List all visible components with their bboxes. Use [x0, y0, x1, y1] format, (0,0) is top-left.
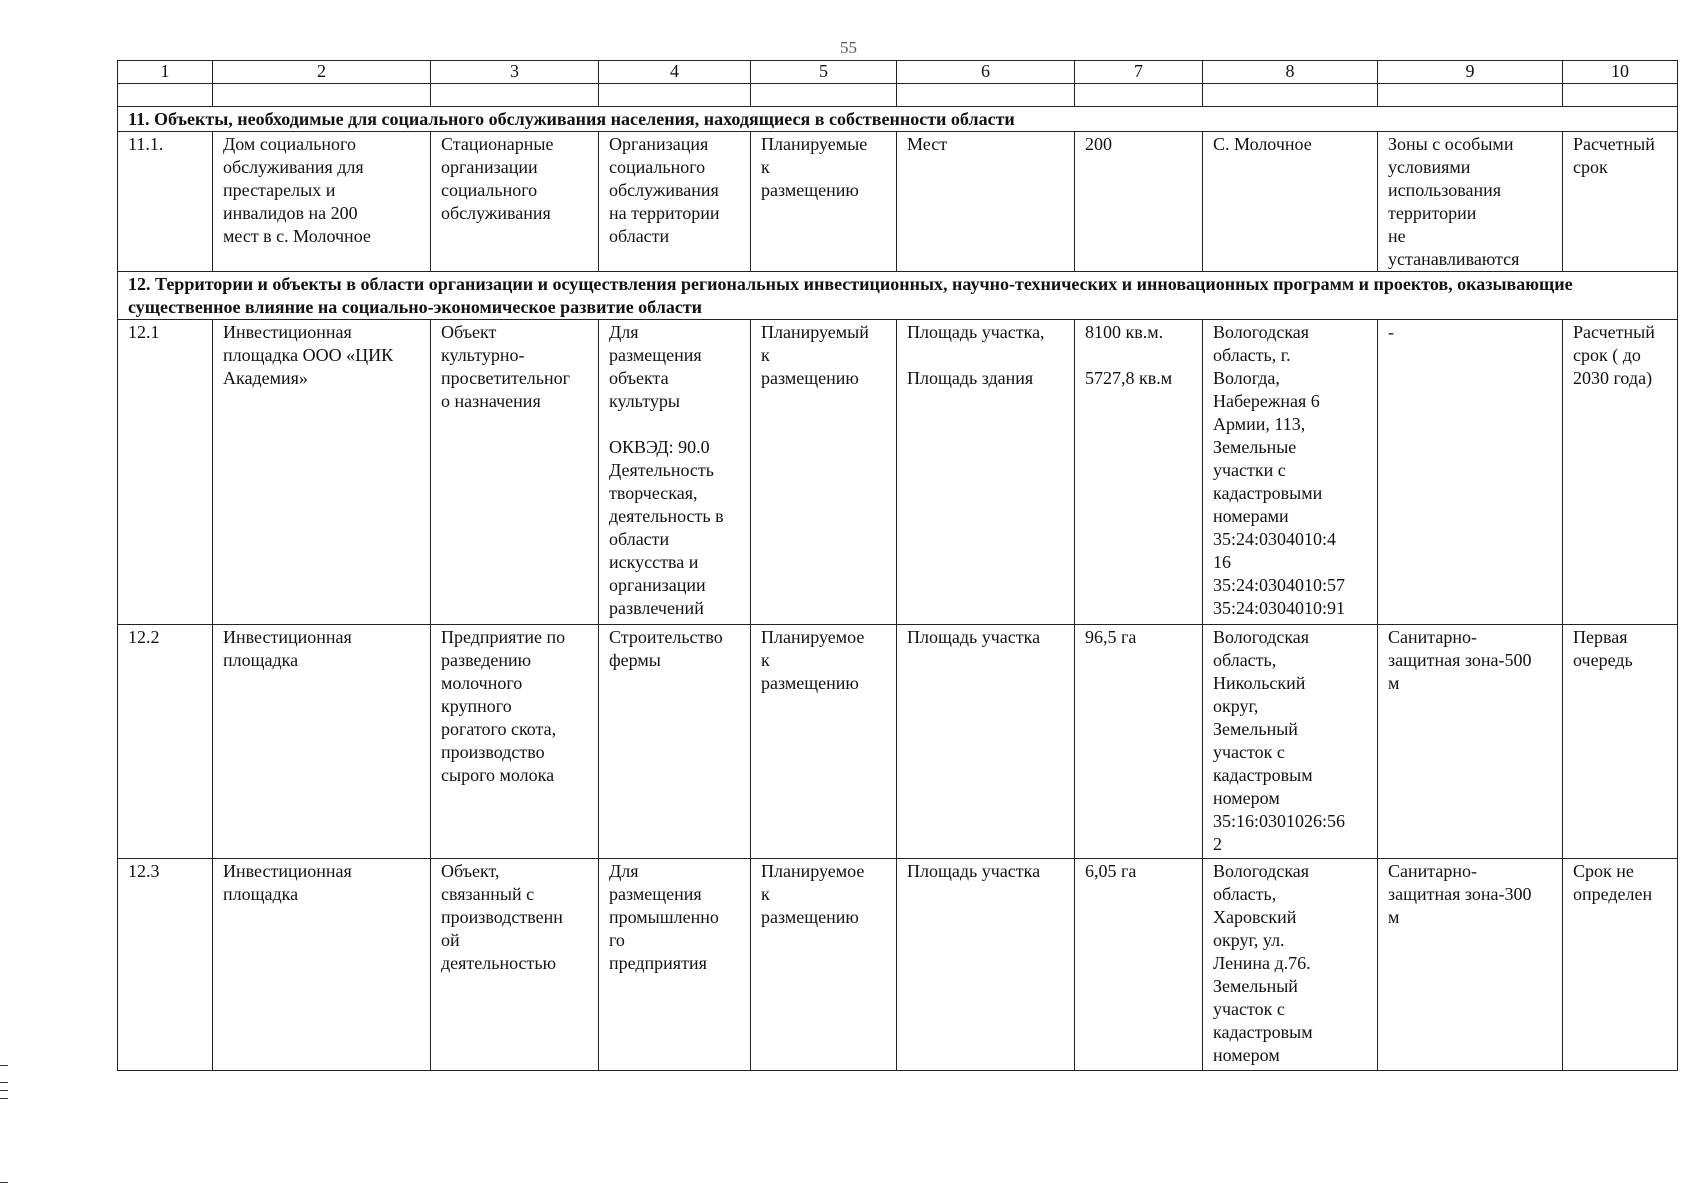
characteristic-value: 96,5 га [1075, 625, 1203, 859]
row-number: 12.3 [118, 859, 213, 1071]
object-purpose: Организация социального обслуживания на территории области [599, 132, 751, 272]
row-number: 11.1. [118, 132, 213, 272]
location: С. Молочное [1203, 132, 1378, 272]
column-number: 9 [1378, 61, 1563, 84]
table-row [118, 320, 1678, 625]
object-name: Дом социального обслуживания для престарелых и инвалидов на 200 мест в с. Молочное [213, 132, 431, 272]
characteristic-name: Площадь участка, Площадь здания [897, 320, 1075, 625]
column-number: 6 [897, 61, 1075, 84]
column-number: 8 [1203, 61, 1378, 84]
empty-cell [1563, 84, 1678, 107]
object-status: Планируемое к размещению [751, 859, 897, 1071]
object-purpose: Строительство фермы [599, 625, 751, 859]
page-number: 55 [840, 38, 857, 57]
empty-cell [599, 84, 751, 107]
location: Вологодская область, г. Вологда, Набережная 6 Армии, 113, Земельные участки с кадастровыми номерами 35:24:0304010:4 16 35:24:0304010:57 35:24:0304010:91 [1203, 320, 1378, 625]
column-number: 1 [118, 61, 213, 84]
object-name: Инвестиционная площадка [213, 625, 431, 859]
empty-cell [897, 84, 1075, 107]
table-row [118, 132, 1678, 272]
special-zones: Зоны с особыми условиями использования территории не устанавливаются [1378, 132, 1563, 272]
characteristic-name: Площадь участка [897, 625, 1075, 859]
margin-tick [0, 1082, 8, 1083]
characteristic-name: Мест [897, 132, 1075, 272]
column-number: 5 [751, 61, 897, 84]
column-number: 4 [599, 61, 751, 84]
empty-cell [751, 84, 897, 107]
characteristic-name: Площадь участка [897, 859, 1075, 1071]
row-number: 12.1 [118, 320, 213, 625]
planning-table [117, 60, 1678, 1071]
section-heading-row [118, 107, 1678, 132]
margin-tick [0, 1065, 8, 1066]
table-row [118, 625, 1678, 859]
object-name: Инвестиционная площадка [213, 859, 431, 1071]
margin-tick [0, 1098, 8, 1099]
section-11-heading: 11. Объекты, необходимые для социального обслуживания населения, находящиеся в собственности области [118, 107, 1678, 132]
empty-cell [1378, 84, 1563, 107]
section-12-heading: 12. Территории и объекты в области организации и осуществления региональных инвестиционных, научно-технических и инновационных программ и проектов, оказывающие существенное влияние на социально-экономическое развитие области [118, 272, 1678, 320]
object-status: Планируемое к размещению [751, 625, 897, 859]
margin-tick [0, 1182, 8, 1183]
section-heading-row [118, 272, 1678, 320]
object-type: Предприятие по разведению молочного крупного рогатого скота, производство сырого молока [431, 625, 599, 859]
column-number: 2 [213, 61, 431, 84]
characteristic-value: 200 [1075, 132, 1203, 272]
implementation-term: Срок не определен [1563, 859, 1678, 1071]
location: Вологодская область, Харовский округ, ул. Ленина д.76. Земельный участок с кадастровым номером [1203, 859, 1378, 1071]
implementation-term: Расчетный срок ( до 2030 года) [1563, 320, 1678, 625]
table-row [118, 859, 1678, 1071]
column-number: 3 [431, 61, 599, 84]
empty-cell [431, 84, 599, 107]
object-name: Инвестиционная площадка ООО «ЦИК Академия» [213, 320, 431, 625]
empty-cell [213, 84, 431, 107]
implementation-term: Расчетный срок [1563, 132, 1678, 272]
empty-row [118, 84, 1678, 107]
characteristic-value: 6,05 га [1075, 859, 1203, 1071]
object-type: Объект, связанный с производственн ой деятельностью [431, 859, 599, 1071]
column-number: 7 [1075, 61, 1203, 84]
implementation-term: Первая очередь [1563, 625, 1678, 859]
location: Вологодская область, Никольский округ, Земельный участок с кадастровым номером 35:16:0301026:56 2 [1203, 625, 1378, 859]
margin-tick [0, 1090, 8, 1091]
special-zones: - [1378, 320, 1563, 625]
object-purpose: Для размещения промышленно го предприятия [599, 859, 751, 1071]
special-zones: Санитарно- защитная зона-500 м [1378, 625, 1563, 859]
row-number: 12.2 [118, 625, 213, 859]
object-type: Стационарные организации социального обслуживания [431, 132, 599, 272]
column-number-row [118, 61, 1678, 84]
object-type: Объект культурно- просветительног о назначения [431, 320, 599, 625]
object-status: Планируемые к размещению [751, 132, 897, 272]
column-number: 10 [1563, 61, 1678, 84]
empty-cell [1203, 84, 1378, 107]
special-zones: Санитарно- защитная зона-300 м [1378, 859, 1563, 1071]
empty-cell [118, 84, 213, 107]
empty-cell [1075, 84, 1203, 107]
object-purpose: Для размещения объекта культуры ОКВЭД: 90.0 Деятельность творческая, деятельность в области искусства и организации развлечений [599, 320, 751, 625]
characteristic-value: 8100 кв.м. 5727,8 кв.м [1075, 320, 1203, 625]
object-status: Планируемый к размещению [751, 320, 897, 625]
